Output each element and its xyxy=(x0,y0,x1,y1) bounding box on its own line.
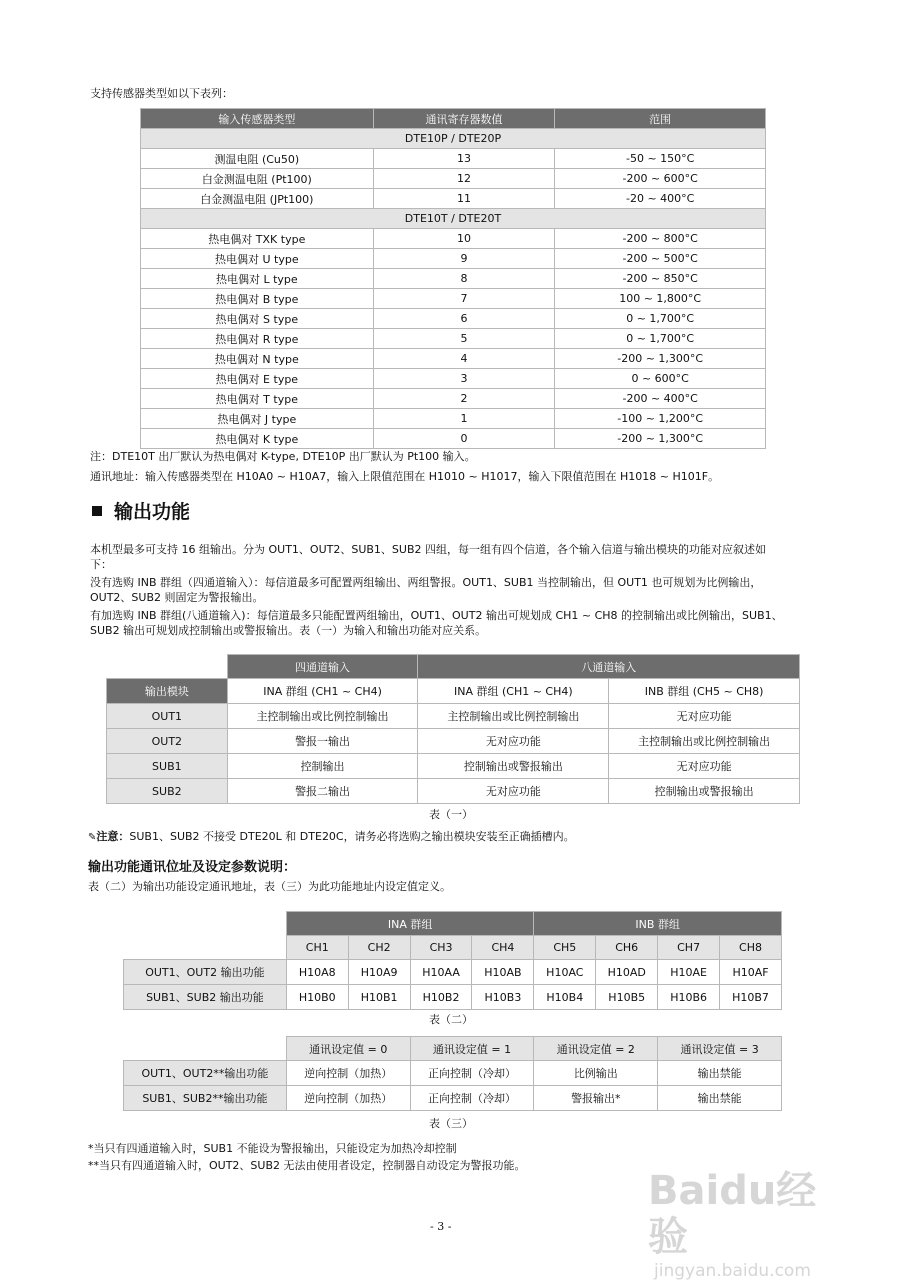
channel-header: CH3 xyxy=(410,936,472,960)
group-row-dte10t: DTE10T / DTE20T xyxy=(141,209,766,229)
address-cell: H10B4 xyxy=(534,985,596,1010)
address-cell: H10B6 xyxy=(658,985,720,1010)
register-value-cell: 7 xyxy=(373,289,555,309)
subsection-description: 表（二）为输出功能设定通讯地址，表（三）为此功能地址内设定值定义。 xyxy=(88,880,451,893)
setting-cell: 比例输出 xyxy=(534,1061,658,1086)
address-cell: H10B7 xyxy=(720,985,782,1010)
footnote-1: *当只有四通道输入时，SUB1 不能设为警报输出，只能设定为加热冷却控制 xyxy=(88,1142,457,1155)
range-cell: -200 ~ 400°C xyxy=(555,389,766,409)
table-2-caption: 表（二） xyxy=(429,1013,473,1026)
table-row xyxy=(141,329,766,349)
output-module-cell: OUT1 xyxy=(107,704,228,729)
function-cell: 主控制输出或比例控制输出 xyxy=(418,704,609,729)
address-cell: H10AA xyxy=(410,960,472,985)
paragraph-1-line-2: 下： xyxy=(90,558,112,571)
register-value-cell: 9 xyxy=(373,249,555,269)
row-label: OUT1、OUT2 输出功能 xyxy=(124,960,287,985)
range-cell: -200 ~ 1,300°C xyxy=(555,429,766,449)
function-cell: 控制输出 xyxy=(227,754,418,779)
table-3-caption: 表（三） xyxy=(429,1117,473,1130)
table-row xyxy=(141,169,766,189)
table-row xyxy=(141,229,766,249)
note-default: 注：DTE10T 出厂默认为热电偶对 K-type, DTE10P 出厂默认为 Pt100 输入。 xyxy=(90,450,476,463)
setting-value-header: 通讯设定值 = 2 xyxy=(534,1037,658,1061)
subheader-ina-8ch: INA 群组 (CH1 ~ CH4) xyxy=(418,679,609,704)
range-cell: -200 ~ 800°C xyxy=(555,229,766,249)
baidu-watermark xyxy=(648,1168,853,1280)
header-eight-channel: 八通道输入 xyxy=(418,655,800,679)
range-cell: -100 ~ 1,200°C xyxy=(555,409,766,429)
setting-cell: 输出禁能 xyxy=(658,1061,782,1086)
output-module-cell: OUT2 xyxy=(107,729,228,754)
register-value-cell: 3 xyxy=(373,369,555,389)
header-inb-group: INB 群组 xyxy=(534,912,782,936)
sensor-type-cell: 热电偶对 R type xyxy=(141,329,374,349)
range-cell: -20 ~ 400°C xyxy=(555,189,766,209)
function-cell: 控制输出或警报输出 xyxy=(418,754,609,779)
header-output-module: 输出模块 xyxy=(107,679,228,704)
setting-value-header: 通讯设定值 = 1 xyxy=(410,1037,534,1061)
sensor-type-cell: 热电偶对 S type xyxy=(141,309,374,329)
address-cell: H10AE xyxy=(658,960,720,985)
register-value-cell: 10 xyxy=(373,229,555,249)
io-mapping-table xyxy=(106,654,800,804)
address-cell: H10B0 xyxy=(286,985,348,1010)
sensor-type-cell: 热电偶对 TXK type xyxy=(141,229,374,249)
register-value-cell: 12 xyxy=(373,169,555,189)
range-cell: 0 ~ 1,700°C xyxy=(555,309,766,329)
table-row xyxy=(141,289,766,309)
subheader-inb-8ch: INB 群组 (CH5 ~ CH8) xyxy=(609,679,800,704)
output-module-cell: SUB2 xyxy=(107,779,228,804)
group-row-dte10p: DTE10P / DTE20P xyxy=(141,129,766,149)
table-row xyxy=(141,389,766,409)
section-title: 输出功能 xyxy=(114,501,191,523)
address-cell: H10B1 xyxy=(348,985,410,1010)
register-value-cell: 8 xyxy=(373,269,555,289)
setting-cell: 逆向控制（加热） xyxy=(286,1061,410,1086)
table-row xyxy=(124,1086,782,1111)
range-cell: 0 ~ 600°C xyxy=(555,369,766,389)
sensor-type-cell: 热电偶对 B type xyxy=(141,289,374,309)
output-module-cell: SUB1 xyxy=(107,754,228,779)
row-label: SUB1、SUB2 输出功能 xyxy=(124,985,287,1010)
function-cell: 警报二输出 xyxy=(227,779,418,804)
setting-cell: 输出禁能 xyxy=(658,1086,782,1111)
square-bullet-icon xyxy=(92,506,102,516)
range-cell: 100 ~ 1,800°C xyxy=(555,289,766,309)
table-row xyxy=(141,309,766,329)
register-value-cell: 6 xyxy=(373,309,555,329)
attention-note xyxy=(88,829,575,846)
pencil-icon: ✎ xyxy=(88,832,97,843)
table-row xyxy=(141,409,766,429)
channel-header: CH5 xyxy=(534,936,596,960)
sensor-type-cell: 热电偶对 L type xyxy=(141,269,374,289)
channel-header: CH6 xyxy=(596,936,658,960)
address-cell: H10AB xyxy=(472,960,534,985)
sensor-type-cell: 热电偶对 U type xyxy=(141,249,374,269)
table-row xyxy=(141,429,766,449)
sensor-type-cell: 热电偶对 J type xyxy=(141,409,374,429)
function-cell: 无对应功能 xyxy=(609,754,800,779)
header-register-value: 通讯寄存器数值 xyxy=(373,109,555,129)
table-row xyxy=(124,1061,782,1086)
channel-header: CH8 xyxy=(720,936,782,960)
footnote-2: **当只有四通道输入时，OUT2、SUB2 无法由使用者设定，控制器自动设定为警报功能。 xyxy=(88,1159,526,1172)
table-row xyxy=(124,985,782,1010)
header-ina-group: INA 群组 xyxy=(286,912,534,936)
sensor-type-cell: 热电偶对 T type xyxy=(141,389,374,409)
row-label: SUB1、SUB2**输出功能 xyxy=(124,1086,287,1111)
section-heading xyxy=(92,500,190,524)
sensor-type-cell: 白金测温电阻 (JPt100) xyxy=(141,189,374,209)
sensor-type-cell: 测温电阻 (Cu50) xyxy=(141,149,374,169)
function-cell: 警报一输出 xyxy=(227,729,418,754)
row-label: OUT1、OUT2**输出功能 xyxy=(124,1061,287,1086)
function-cell: 主控制输出或比例控制输出 xyxy=(609,729,800,754)
function-cell: 主控制输出或比例控制输出 xyxy=(227,704,418,729)
range-cell: -200 ~ 1,300°C xyxy=(555,349,766,369)
paragraph-3-line-1: 有加选购 INB 群组(八通道输入)：每信道最多只能配置两组输出，OUT1、OUT2 输出可规划成 CH1 ~ CH8 的控制输出或比例输出，SUB1、 xyxy=(90,609,783,622)
register-value-cell: 5 xyxy=(373,329,555,349)
sensor-type-table xyxy=(140,108,766,449)
function-cell: 无对应功能 xyxy=(609,704,800,729)
subheader-ina-4ch: INA 群组 (CH1 ~ CH4) xyxy=(227,679,418,704)
watermark-url: jingyan.baidu.com xyxy=(654,1261,811,1280)
table-row xyxy=(107,729,800,754)
range-cell: -200 ~ 500°C xyxy=(555,249,766,269)
header-four-channel: 四通道输入 xyxy=(227,655,418,679)
channel-header: CH1 xyxy=(286,936,348,960)
setting-value-header: 通讯设定值 = 0 xyxy=(286,1037,410,1061)
range-cell: 0 ~ 1,700°C xyxy=(555,329,766,349)
setting-cell: 警报输出* xyxy=(534,1086,658,1111)
attention-text: SUB1、SUB2 不接受 DTE20L 和 DTE20C，请务必将选购之输出模块安装至正确插槽内。 xyxy=(129,830,575,843)
channel-header: CH2 xyxy=(348,936,410,960)
table-row xyxy=(141,269,766,289)
header-sensor-type: 输入传感器类型 xyxy=(141,109,374,129)
register-value-cell: 1 xyxy=(373,409,555,429)
header-range: 范围 xyxy=(555,109,766,129)
function-cell: 无对应功能 xyxy=(418,779,609,804)
address-cell: H10A9 xyxy=(348,960,410,985)
note-address: 通讯地址：输入传感器类型在 H10A0 ~ H10A7，输入上限值范围在 H1010 ~ H1017，输入下限值范围在 H1018 ~ H101F。 xyxy=(90,470,720,483)
table-row xyxy=(141,249,766,269)
register-value-cell: 11 xyxy=(373,189,555,209)
range-cell: -200 ~ 850°C xyxy=(555,269,766,289)
paragraph-2-line-2: OUT2、SUB2 则固定为警报输出。 xyxy=(90,591,264,604)
register-value-cell: 4 xyxy=(373,349,555,369)
paragraph-1-line-1: 本机型最多可支持 16 组输出。分为 OUT1、OUT2、SUB1、SUB2 四组，每一组有四个信道，各个输入信道与输出模块的功能对应叙述如 xyxy=(90,543,766,556)
register-value-cell: 13 xyxy=(373,149,555,169)
register-value-cell: 0 xyxy=(373,429,555,449)
page-number: - 3 - xyxy=(430,1220,452,1233)
setting-cell: 逆向控制（加热） xyxy=(286,1086,410,1111)
table-row xyxy=(141,189,766,209)
address-cell: H10AF xyxy=(720,960,782,985)
paragraph-3-line-2: SUB2 输出可规划成控制输出或警报输出。表（一）为输入和输出功能对应关系。 xyxy=(90,624,487,637)
address-table xyxy=(123,911,782,1010)
channel-header: CH4 xyxy=(472,936,534,960)
setting-value-table xyxy=(123,1036,782,1111)
watermark-brand: Baidu经验 xyxy=(648,1168,817,1260)
function-cell: 控制输出或警报输出 xyxy=(609,779,800,804)
sensor-type-cell: 热电偶对 E type xyxy=(141,369,374,389)
address-cell: H10AD xyxy=(596,960,658,985)
table-row xyxy=(124,960,782,985)
address-cell: H10B2 xyxy=(410,985,472,1010)
sensor-type-cell: 热电偶对 N type xyxy=(141,349,374,369)
table-row xyxy=(107,704,800,729)
paragraph-2-line-1: 没有选购 INB 群组（四通道输入）：每信道最多可配置两组输出、两组警报。OUT1、SUB1 当控制输出，但 OUT1 也可规划为比例输出， xyxy=(90,576,762,589)
range-cell: -50 ~ 150°C xyxy=(555,149,766,169)
subsection-title: 输出功能通讯位址及设定参数说明： xyxy=(88,860,297,875)
table-row xyxy=(107,754,800,779)
intro-text: 支持传感器类型如以下表列： xyxy=(90,87,233,100)
table-row xyxy=(141,369,766,389)
register-value-cell: 2 xyxy=(373,389,555,409)
table-row xyxy=(107,779,800,804)
table-1-caption: 表（一） xyxy=(429,808,473,821)
setting-cell: 正向控制（冷却） xyxy=(410,1086,534,1111)
range-cell: -200 ~ 600°C xyxy=(555,169,766,189)
table-row xyxy=(141,149,766,169)
address-cell: H10AC xyxy=(534,960,596,985)
sensor-type-cell: 热电偶对 K type xyxy=(141,429,374,449)
address-cell: H10B5 xyxy=(596,985,658,1010)
setting-value-header: 通讯设定值 = 3 xyxy=(658,1037,782,1061)
channel-header: CH7 xyxy=(658,936,720,960)
address-cell: H10A8 xyxy=(286,960,348,985)
address-cell: H10B3 xyxy=(472,985,534,1010)
setting-cell: 正向控制（冷却） xyxy=(410,1061,534,1086)
sensor-type-cell: 白金测温电阻 (Pt100) xyxy=(141,169,374,189)
table-row xyxy=(141,349,766,369)
attention-label: 注意： xyxy=(96,830,130,843)
function-cell: 无对应功能 xyxy=(418,729,609,754)
